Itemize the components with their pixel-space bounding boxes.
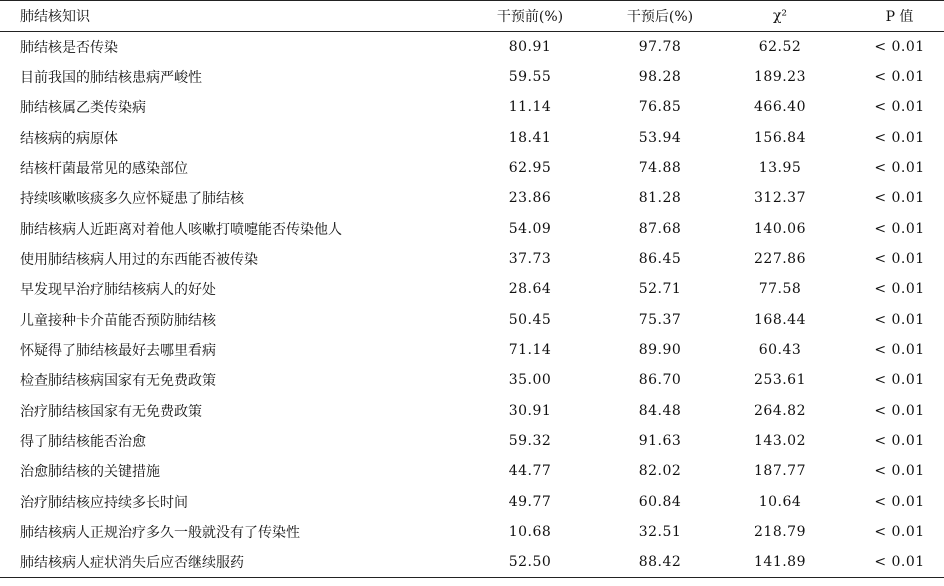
- cell-chi-square: 187.77: [754, 463, 806, 480]
- cell-post: 74.88: [638, 160, 682, 177]
- cell-p-value: < 0.01: [874, 463, 925, 480]
- cell-post: 32.51: [638, 524, 682, 541]
- cell-pre: 37.73: [508, 251, 552, 268]
- cell-item: 儿童接种卡介苗能否预防肺结核: [20, 312, 216, 329]
- cell-pre: 59.55: [508, 69, 552, 86]
- cell-post: 52.71: [638, 281, 682, 298]
- cell-chi-square: 156.84: [754, 129, 806, 146]
- cell-p-value: < 0.01: [874, 220, 925, 237]
- cell-item: 使用肺结核病人用过的东西能否被传染: [20, 252, 258, 269]
- cell-pre: 71.14: [508, 342, 552, 359]
- cell-p-value: < 0.01: [874, 372, 925, 389]
- table-row: [0, 517, 944, 547]
- table-row: [0, 335, 944, 365]
- cell-post: 97.78: [638, 38, 682, 55]
- table-body: [0, 32, 944, 578]
- cell-chi-square: 227.86: [754, 251, 806, 268]
- cell-pre: 50.45: [508, 311, 552, 328]
- cell-chi-square: 13.95: [758, 160, 802, 177]
- header-item: 肺结核知识: [0, 1, 465, 32]
- cell-item: 治疗肺结核国家有无免费政策: [20, 403, 202, 420]
- header-chi-square: χ²: [725, 1, 835, 32]
- cell-pre: 62.95: [508, 160, 552, 177]
- cell-item: 结核病的病原体: [20, 130, 118, 147]
- cell-p-value: < 0.01: [874, 160, 925, 177]
- cell-post: 91.63: [638, 433, 682, 450]
- cell-pre: 28.64: [508, 281, 552, 298]
- cell-chi-square: 10.64: [758, 493, 802, 510]
- cell-post: 86.45: [638, 251, 682, 268]
- cell-p-value: < 0.01: [874, 99, 925, 116]
- cell-item: 怀疑得了肺结核最好去哪里看病: [20, 343, 216, 360]
- cell-item: 肺结核病人近距离对着他人咳嗽打喷嚏能否传染他人: [20, 221, 342, 238]
- cell-pre: 30.91: [508, 402, 552, 419]
- cell-chi-square: 218.79: [754, 524, 806, 541]
- cell-pre: 59.32: [508, 433, 552, 450]
- cell-post: 60.84: [638, 493, 682, 510]
- table-row: [0, 365, 944, 395]
- table-row: [0, 426, 944, 456]
- cell-p-value: < 0.01: [874, 38, 925, 55]
- cell-chi-square: 253.61: [754, 372, 806, 389]
- cell-item: 肺结核病人正规治疗多久一般就没有了传染性: [20, 525, 300, 542]
- table-row: [0, 396, 944, 426]
- cell-post: 81.28: [638, 190, 682, 207]
- table-row: [0, 183, 944, 213]
- cell-post: 86.70: [638, 372, 682, 389]
- cell-p-value: < 0.01: [874, 524, 925, 541]
- cell-pre: 35.00: [508, 372, 552, 389]
- cell-post: 88.42: [595, 547, 725, 577]
- header-row: [0, 1, 944, 32]
- table-row: [0, 274, 944, 304]
- cell-item: 肺结核病人症状消失后应否继续服药: [0, 547, 465, 577]
- table-row: [0, 123, 944, 153]
- header-p-value: P 值: [835, 1, 944, 32]
- cell-chi-square: 189.23: [754, 69, 806, 86]
- cell-pre: 23.86: [508, 190, 552, 207]
- cell-p-value: < 0.01: [874, 493, 925, 510]
- table-header: [0, 1, 944, 32]
- cell-post: 98.28: [638, 69, 682, 86]
- table-row: [0, 62, 944, 92]
- table-row: [0, 214, 944, 244]
- cell-pre: 54.09: [508, 220, 552, 237]
- cell-chi-square: 466.40: [754, 99, 806, 116]
- cell-pre: 52.50: [465, 547, 595, 577]
- cell-chi-square: 140.06: [754, 220, 806, 237]
- cell-pre: 80.91: [508, 38, 552, 55]
- cell-item: 肺结核是否传染: [20, 39, 118, 56]
- cell-chi-square: 60.43: [758, 342, 802, 359]
- table-row: [0, 153, 944, 183]
- cell-chi-square: 264.82: [754, 402, 806, 419]
- cell-item: 得了肺结核能否治愈: [20, 434, 146, 451]
- cell-chi-square: 143.02: [754, 433, 806, 450]
- cell-p-value: < 0.01: [874, 69, 925, 86]
- cell-post: 84.48: [638, 402, 682, 419]
- cell-p-value: < 0.01: [874, 251, 925, 268]
- cell-chi-square: 168.44: [754, 311, 806, 328]
- cell-item: 肺结核属乙类传染病: [20, 100, 146, 117]
- header-pre: 干预前(%): [465, 1, 595, 32]
- cell-pre: 18.41: [508, 129, 552, 146]
- table-row: [0, 547, 944, 577]
- cell-p-value: < 0.01: [874, 433, 925, 450]
- cell-pre: 11.14: [508, 99, 552, 116]
- table-row: [0, 487, 944, 517]
- cell-p-value: < 0.01: [874, 129, 925, 146]
- cell-post: 87.68: [638, 220, 682, 237]
- cell-item: 早发现早治疗肺结核病人的好处: [20, 282, 216, 299]
- cell-post: 53.94: [638, 129, 682, 146]
- table-row: [0, 244, 944, 274]
- cell-p-value: < 0.01: [874, 190, 925, 207]
- cell-post: 76.85: [638, 99, 682, 116]
- cell-item: 持续咳嗽咳痰多久应怀疑患了肺结核: [20, 191, 244, 208]
- cell-pre: 10.68: [508, 524, 552, 541]
- cell-chi-square: 312.37: [754, 190, 806, 207]
- cell-item: 治疗肺结核应持续多长时间: [20, 494, 188, 511]
- cell-pre: 44.77: [508, 463, 552, 480]
- header-post: 干预后(%): [595, 1, 725, 32]
- cell-chi-square: 77.58: [758, 281, 802, 298]
- cell-chi-square: 141.89: [725, 547, 835, 577]
- table-row: [0, 92, 944, 122]
- cell-p-value: < 0.01: [874, 402, 925, 419]
- cell-p-value: < 0.01: [874, 342, 925, 359]
- cell-p-value: < 0.01: [874, 311, 925, 328]
- table-row: [0, 456, 944, 486]
- cell-post: 89.90: [638, 342, 682, 359]
- cell-pre: 49.77: [508, 493, 552, 510]
- cell-p-value: < 0.01: [835, 547, 944, 577]
- cell-p-value: < 0.01: [874, 281, 925, 298]
- table-row: [0, 32, 944, 62]
- cell-item: 检查肺结核病国家有无免费政策: [20, 373, 216, 390]
- cell-post: 82.02: [638, 463, 682, 480]
- cell-item: 治愈肺结核的关键措施: [20, 464, 160, 481]
- cell-item: 结核杆菌最常见的感染部位: [20, 161, 188, 178]
- cell-post: 75.37: [638, 311, 682, 328]
- cell-item: 目前我国的肺结核患病严峻性: [20, 70, 202, 87]
- table-row: [0, 305, 944, 335]
- cell-chi-square: 62.52: [758, 38, 802, 55]
